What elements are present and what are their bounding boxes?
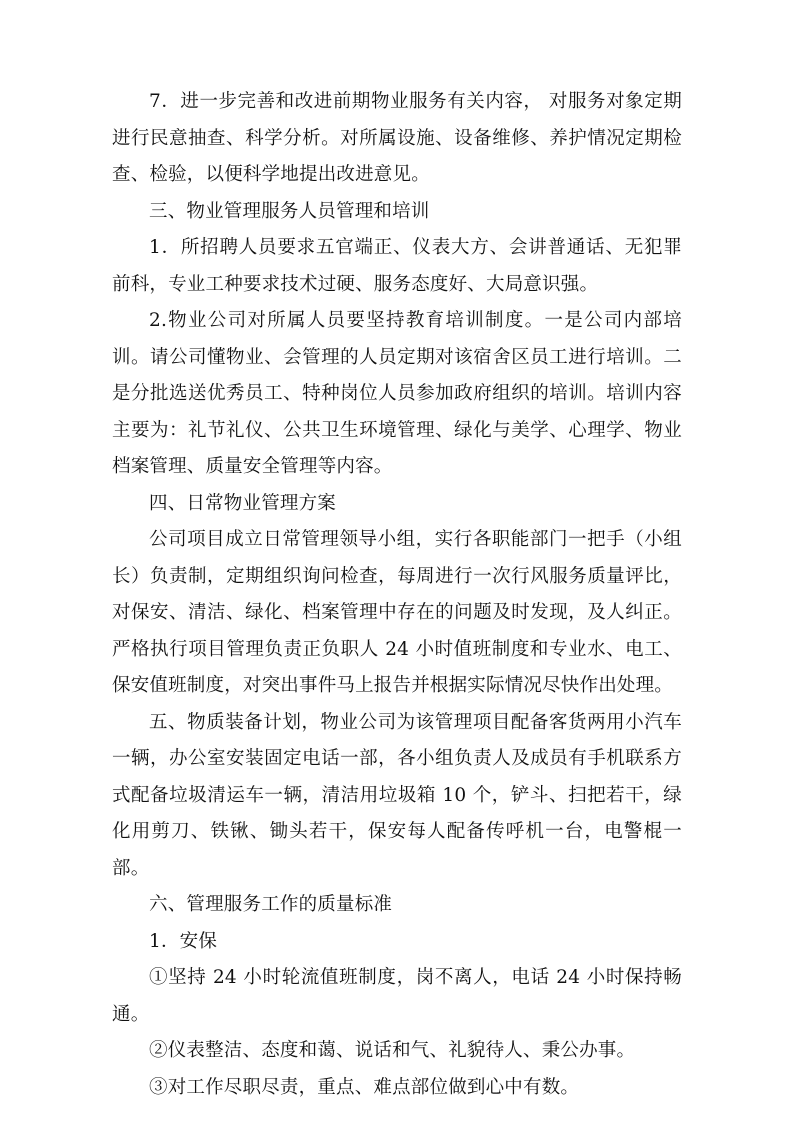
list-item-security-1: ①坚持 24 小时轮流值班制度，岗不离人，电话 24 小时保持畅通。 xyxy=(112,967,682,1025)
paragraph-recruitment-requirements: 1．所招聘人员要求五官端正、仪表大方、会讲普通话、无犯罪前科，专业工种要求技术过硬、服务态度好、大局意识强。 xyxy=(112,237,682,295)
subheading-security: 1．安保 xyxy=(149,930,218,952)
section-heading-quality-standards: 六、管理服务工作的质量标准 xyxy=(149,894,393,915)
paragraph-equipment-plan: 五、物质装备计划，物业公司为该管理项目配备客货两用小汽车一辆，办公室安装固定电话一部，各小组负责人及成员有手机联系方式配备垃圾清运车一辆，清洁用垃圾箱 10 个，铲斗、扫把若干，绿化用剪刀、铁锹、锄头若干，保安每人配备传呼机一台，电警棍一部。 xyxy=(112,711,682,879)
list-item-security-3: ③对工作尽职尽责，重点、难点部位做到心中有数。 xyxy=(149,1076,580,1098)
paragraph-item-7-improve-service: 7．进一步完善和改进前期物业服务有关内容， 对服务对象定期进行民意抽查、科学分析。对所属设施、设备维修、养护情况定期检查、检验，以便科学地提出改进意见。 xyxy=(112,91,682,185)
section-heading-staff-training: 三、物业管理服务人员管理和培训 xyxy=(149,200,430,222)
paragraph-daily-management-plan: 公司项目成立日常管理领导小组，实行各职能部门一把手（小组长）负责制，定期组织询问检查，每周进行一次行风服务质量评比，对保安、清洁、绿化、档案管理中存在的问题及时发现，及人纠正。严格执行项目管理负责正负职人 24 小时值班制度和专业水、电工、保安值班制度，对突出事件马上报告并根据实际情况尽快作出处理。 xyxy=(112,529,682,696)
paragraph-training-system: 2.物业公司对所属人员要坚持教育培训制度。一是公司内部培训。请公司懂物业、会管理的人员定期对该宿舍区员工进行培训。二是分批选送优秀员工、特种岗位人员参加政府组织的培训。培训内容主要为：礼节礼仪、公共卫生环境管理、绿化与美学、心理学、物业档案管理、质量安全管理等内容。 xyxy=(112,310,682,477)
section-heading-daily-management: 四、日常物业管理方案 xyxy=(149,492,337,514)
document-body xyxy=(112,84,682,1106)
list-item-security-2: ②仪表整洁、态度和蔼、说话和气、礼貌待人、秉公办事。 xyxy=(149,1040,636,1061)
